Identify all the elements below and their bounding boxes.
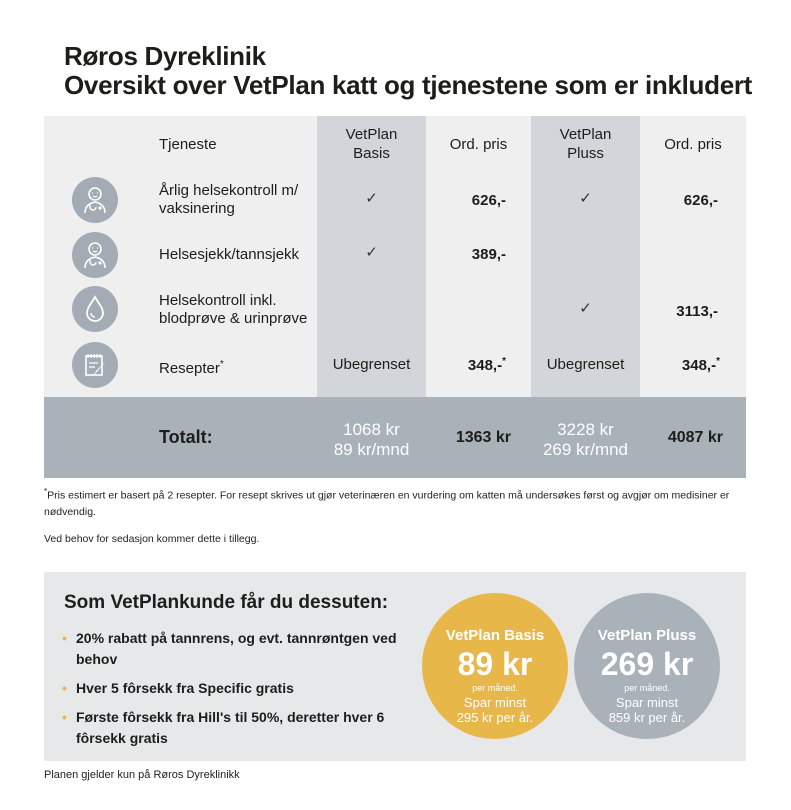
comparison-table	[44, 116, 746, 478]
ord-price-2: 3113,-	[676, 303, 718, 320]
title-line1: Røros Dyreklinik	[64, 41, 266, 71]
service-label: Årlig helsekontroll m/ vaksinering	[159, 182, 299, 217]
basis-check: ✓	[365, 190, 378, 207]
service-label: Helsesjekk/tannsjekk	[159, 246, 300, 263]
table-row	[44, 340, 746, 397]
sedation-note: Ved behov for sedasjon kommer dette i tillegg.	[44, 533, 260, 545]
pluss-name: VetPlan Pluss	[597, 627, 697, 644]
basis-per: per måned.	[472, 683, 518, 693]
prescription-pad-icon	[72, 342, 118, 388]
blood-drop-icon	[72, 286, 118, 332]
pluss-check: ✓	[579, 300, 592, 317]
header-service: Tjeneste	[159, 135, 217, 153]
total-pluss: 3228 kr 269 kr/mnd	[542, 420, 629, 459]
list-item: • Første fôrsekk fra Hill's til 50%, deretter hver 6 fôrsekk gratis	[62, 707, 412, 749]
footer-note: Planen gjelder kun på Røros Dyreklinikk	[44, 769, 240, 781]
footnote: *Pris estimert er basert på 2 resepter. For resept skrives ut gjør veterinæren en vurdering om katten må undersøkes først og avgjør om medisiner er nødvendig.	[44, 487, 730, 518]
pluss-per: per måned.	[624, 683, 670, 693]
total-basis: 1068 kr 89 kr/mnd	[333, 420, 410, 459]
total-ord-1: 1363 kr	[455, 429, 511, 446]
basis-price: 89 kr	[457, 646, 533, 682]
ord-price-1: 389,-	[471, 246, 506, 263]
service-label: Resepter*	[159, 359, 224, 377]
header-ord-pris-2: Ord. pris	[664, 135, 722, 153]
pluss-check: ✓	[579, 190, 592, 207]
header-vetplan-basis: VetPlan Basis	[345, 126, 398, 162]
vet-checkup-icon	[72, 177, 118, 223]
benefits-list	[62, 628, 412, 757]
ord-price-2: 626,-	[683, 192, 718, 209]
benefits-title: Som VetPlankunde får du dessuten:	[64, 592, 389, 613]
basis-check: ✓	[365, 244, 378, 261]
benefits-panel	[44, 572, 746, 761]
service-label: Helsekontroll inkl. blodprøve & urinprøve	[159, 292, 308, 327]
page-title	[64, 42, 752, 100]
ord-price-1: 626,-	[471, 192, 506, 209]
list-item: • 20% rabatt på tannrens, og evt. tannrøntgen ved behov	[62, 628, 412, 670]
pluss-savings: Spar minst 859 kr per år.	[608, 695, 686, 725]
list-item: • Hver 5 fôrsekk fra Specific gratis	[62, 678, 412, 699]
total-label: Totalt:	[159, 427, 213, 447]
total-ord-2: 4087 kr	[667, 429, 723, 446]
title-line2: Oversikt over VetPlan katt og tjenestene som er inkludert	[64, 70, 753, 100]
header-ord-pris-1: Ord. pris	[449, 135, 508, 153]
pluss-price: 269 kr	[600, 646, 694, 682]
ord-price-2: 348,-*	[681, 356, 720, 374]
table-row	[44, 228, 746, 284]
ord-price-1: 348,-*	[467, 356, 506, 374]
table-row	[44, 172, 746, 228]
basis-name: VetPlan Basis	[445, 627, 545, 644]
header-vetplan-pluss: VetPlan Pluss	[559, 126, 612, 162]
pluss-value: Ubegrenset	[546, 356, 625, 373]
table-row	[44, 284, 746, 340]
pluss-price-circle	[574, 593, 720, 739]
basis-price-circle	[422, 593, 568, 739]
vet-checkup-icon	[72, 232, 118, 278]
basis-savings: Spar minst 295 kr per år.	[456, 695, 534, 725]
basis-value: Ubegrenset	[332, 356, 411, 373]
